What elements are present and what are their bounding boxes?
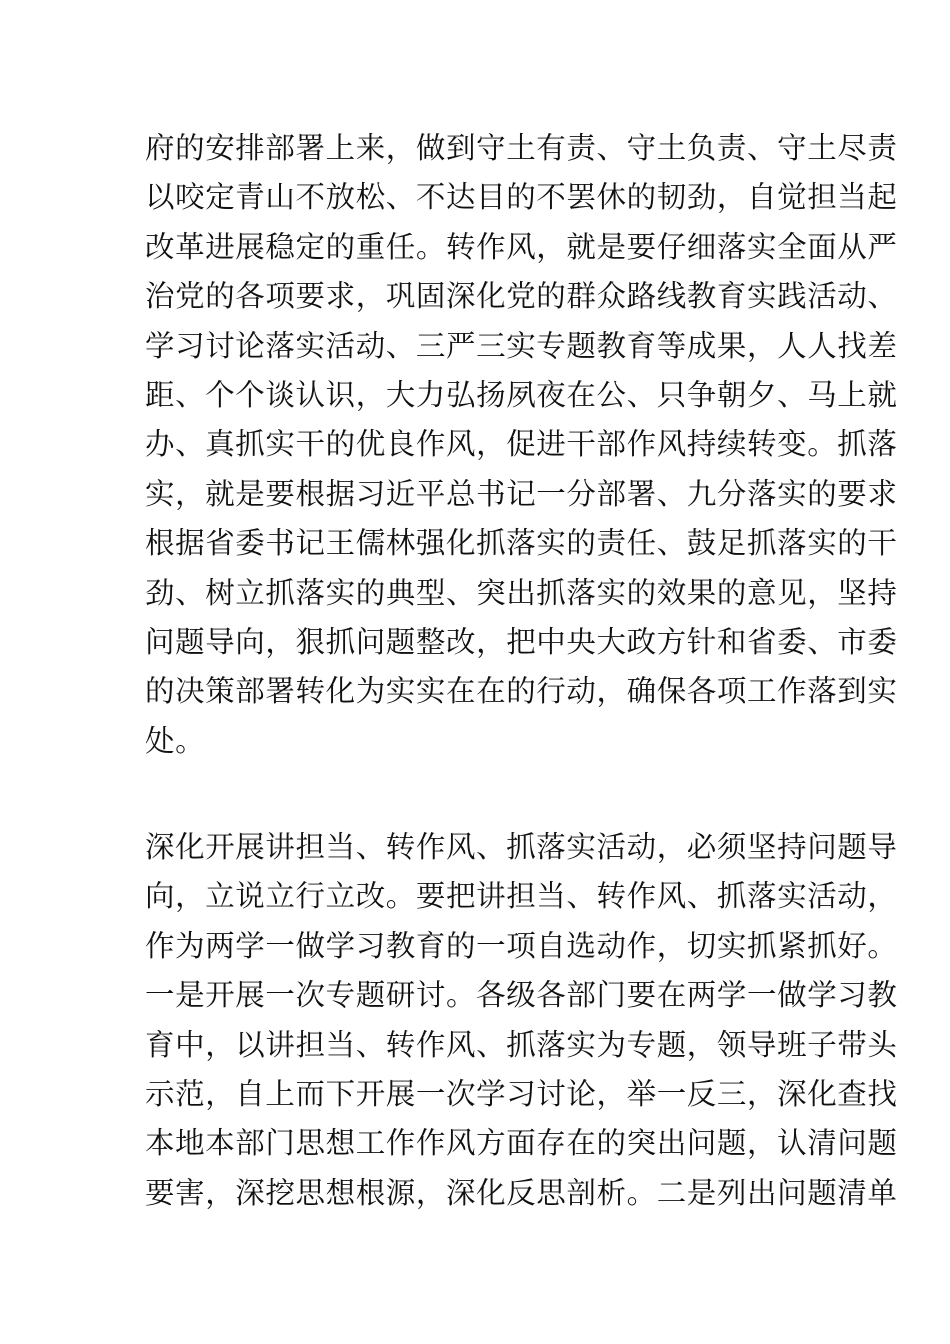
text-line: 作为两学一做学习教育的一项自选动作，切实抓紧抓好。: [145, 928, 898, 963]
text-line: 改革进展稳定的重任。转作风，就是要仔细落实全面从严: [145, 229, 898, 264]
text-line: 一是开展一次专题研讨。各级各部门要在两学一做学习教: [145, 978, 898, 1013]
text-line: 治党的各项要求，巩固深化党的群众路线教育实践活动、: [145, 279, 898, 314]
text-line: 办、真抓实干的优良作风，促进干部作风持续转变。抓落: [145, 427, 898, 462]
text-line: 深化开展讲担当、转作风、抓落实活动，必须坚持问题导: [145, 830, 898, 864]
text-line: 本地本部门思想工作作风方面存在的突出问题，认清问题: [145, 1126, 898, 1161]
text-line: 向，立说立行立改。要把讲担当、转作风、抓落实活动，: [145, 879, 898, 914]
paragraph-1: [145, 124, 898, 766]
text-line: 的决策部署转化为实实在在的行动，确保各项工作落到实: [145, 674, 898, 709]
text-line: 距、个个谈认识，大力弘扬夙夜在公、只争朝夕、马上就: [145, 377, 898, 412]
text-line: 劲、树立抓落实的典型、突出抓落实的效果的意见，坚持: [145, 575, 898, 610]
text-line: 问题导向，狠抓问题整改，把中央大政方针和省委、市委: [145, 624, 898, 659]
text-line: 学习讨论落实活动、三严三实专题教育等成果，人人找差: [145, 328, 898, 363]
text-line: 府的安排部署上来，做到守土有责、守土负责、守土尽责: [145, 131, 898, 165]
text-line: 根据省委书记王儒林强化抓落实的责任、鼓足抓落实的干: [145, 526, 898, 561]
text-line: 示范，自上而下开展一次学习讨论，举一反三，深化查找: [145, 1076, 898, 1111]
text-line: 要害，深挖思想根源，深化反思剖析。二是列出问题清单: [145, 1175, 898, 1210]
text-line: 育中，以讲担当、转作风、抓落实为专题，领导班子带头: [145, 1027, 898, 1062]
text-line: 实，就是要根据习近平总书记一分部署、九分落实的要求: [145, 476, 898, 511]
text-line: 以咬定青山不放松、不达目的不罢休的韧劲，自觉担当起: [145, 180, 898, 215]
text-line: 处。: [145, 723, 206, 758]
paragraph-2: [145, 823, 898, 1218]
